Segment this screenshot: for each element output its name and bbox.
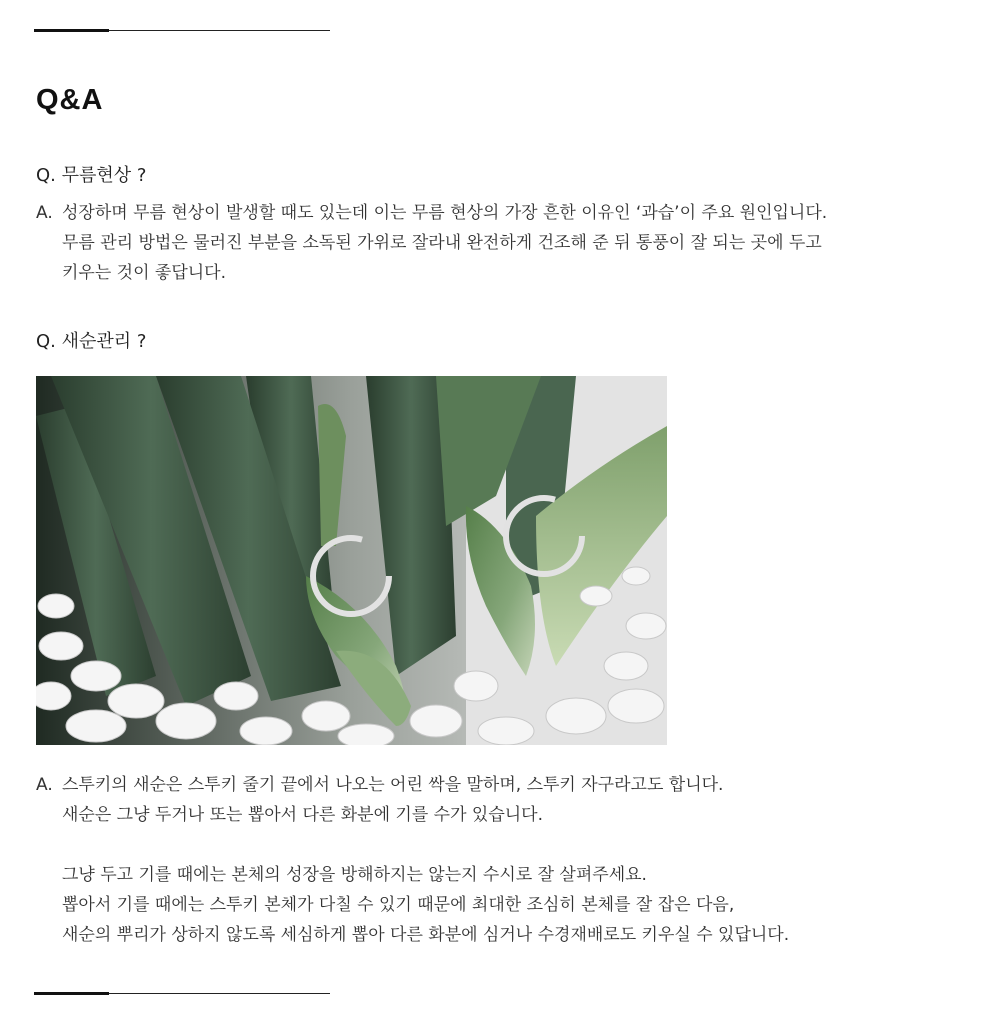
answer-2-line: 뽑아서 기를 때에는 스투키 본체가 다칠 수 있기 때문에 최대한 조심히 본체를 잘 잡은 다음, (62, 895, 735, 915)
bottom-divider (34, 992, 330, 995)
bottom-divider-line (109, 993, 330, 994)
answer-2-body (62, 770, 936, 950)
section-title: Q&A (36, 84, 104, 116)
answer-2 (36, 770, 936, 950)
answer-2-line: 스투키의 새순은 스투키 줄기 끝에서 나오는 어린 싹을 말하며, 스투키 자구라고도 합니다. (62, 775, 724, 795)
answer-1-body (62, 198, 936, 288)
answer-1-line: 성장하며 무름 현상이 발생할 때도 있는데 이는 무름 현상의 가장 흔한 이유인 ‘과습’이 주요 원인입니다. (62, 203, 828, 223)
answer-2-line: 그냥 두고 기를 때에는 본체의 성장을 방해하지는 않는지 수시로 잘 살펴주세요. (62, 865, 647, 885)
question-1: Q. 무름현상 ? (36, 165, 147, 186)
answer-2-prefix: A. (36, 775, 53, 795)
question-2: Q. 새순관리 ? (36, 331, 147, 352)
answer-1-line: 키우는 것이 좋답니다. (62, 263, 227, 283)
top-divider-line (109, 30, 330, 31)
answer-2-line: 새순은 그냥 두거나 또는 뽑아서 다른 화분에 기를 수가 있습니다. (62, 805, 544, 825)
answer-1 (36, 198, 936, 288)
top-divider-accent (34, 29, 109, 32)
paragraph-gap (62, 830, 936, 860)
top-divider (34, 29, 330, 32)
answer-1-prefix: A. (36, 203, 53, 223)
answer-2-line: 새순의 뿌리가 상하지 않도록 세심하게 뽑아 다른 화분에 심거나 수경재배로도 키우실 수 있답니다. (62, 925, 790, 945)
bottom-divider-accent (34, 992, 109, 995)
stuckyi-sprout-photo (36, 376, 667, 745)
answer-1-line: 무름 관리 방법은 물러진 부분을 소독된 가위로 잘라내 완전하게 건조해 준 뒤 통풍이 잘 되는 곳에 두고 (62, 233, 822, 253)
plant-illustration (36, 376, 667, 745)
